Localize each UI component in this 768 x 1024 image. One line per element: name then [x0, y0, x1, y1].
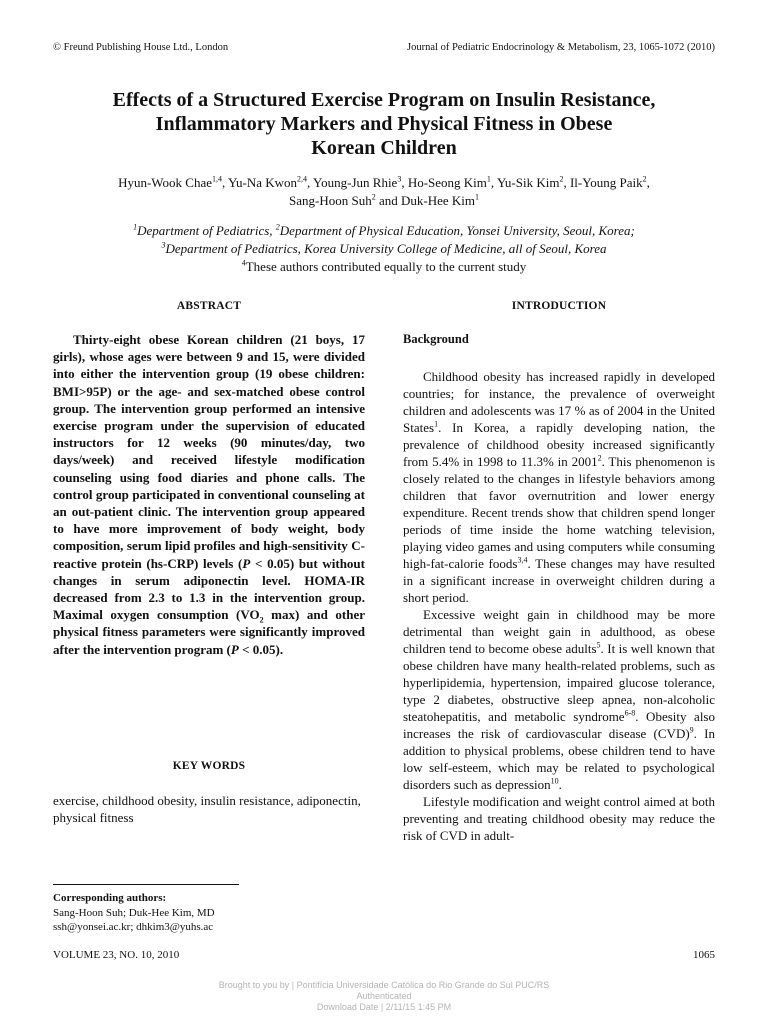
- author-name: Hyun-Wook Chae: [118, 175, 213, 190]
- affil-sup: 4: [241, 258, 246, 268]
- title-line: Inflammatory Markers and Physical Fitness in Obese: [155, 113, 613, 135]
- article-title: [40, 88, 728, 160]
- author-affil-sup: 1: [486, 174, 491, 184]
- citation-ref: 2: [597, 453, 602, 463]
- footnote-rule: [53, 884, 239, 885]
- keywords-text: exercise, childhood obesity, insulin resistance, adiponectin, physical fitness: [53, 793, 361, 825]
- affiliation-2: Department of Physical Education, Yonsei University, Seoul, Korea;: [279, 223, 635, 238]
- correspondence-names: Sang-Hoon Suh; Duk-Hee Kim, MD: [53, 906, 215, 919]
- equal-contribution-note: These authors contributed equally to the current study: [245, 259, 527, 274]
- title-line: Effects of a Structured Exercise Program on Insulin Resistance,: [112, 89, 656, 111]
- text-run: Childhood obesity has increased rapidly in developed countries; for instance, the prevalence of overweight children and adolescents was 17 % as of 2004 in the United States: [403, 369, 715, 435]
- author-name: Sang-Hoon Suh: [289, 193, 372, 208]
- citation-ref: 3,4: [517, 555, 528, 565]
- author-affil-sup: 2: [371, 192, 376, 202]
- text-run: Excessive weight gain in childhood may be more detrimental than weight gain in adulthood, as obese children tend to become obese adults: [403, 607, 715, 656]
- text-run: . In addition to physical problems, obese children tend to have low self-esteem, which may be related to psychological disorders such as depression: [403, 726, 715, 792]
- author-affil-sup: 2,4: [297, 174, 308, 184]
- introduction-column: [403, 298, 715, 844]
- citation-ref: 10: [550, 776, 559, 786]
- author-affil-sup: 1: [475, 192, 479, 202]
- citation-ref: 1: [434, 419, 439, 429]
- affiliations: [40, 222, 728, 276]
- author-affil-sup: 2: [642, 174, 647, 184]
- intro-paragraph: Lifestyle modification and weight control aimed at both preventing and treating childhood obesity may reduce the risk of CVD in adult-: [403, 794, 715, 843]
- author-name: Duk-Hee Kim: [400, 193, 475, 208]
- text-run: . Obesity also increases the risk of cardiovascular disease (CVD): [403, 709, 715, 741]
- abstract-part: Thirty-eight obese Korean children (21 boys, 17 girls), whose ages were between 9 and 15, were divided into either the intervention group (19 obese children: BMI>95P) or the age- and sex-matched obese control group. The intervention group performed an intensive exercise program under the supervision of educated instructors for 12 weeks (90 minutes/day, two days/week) and received lifestyle modification counseling using food diaries and phone calls. The control group participated in conventional counseling at an out-patient clinic. The intervention group appeared to have more improvement of body weight, body composition, serum lipid profiles and high-sensitivity C-reactive protein (hs-CRP) levels (: [53, 332, 365, 571]
- keywords-heading: KEY WORDS: [172, 760, 246, 772]
- journal-citation: Journal of Pediatric Endocrinology & Metabolism, 23, 1065-1072 (2010): [407, 42, 715, 53]
- text-run: . In Korea, a rapidly developing nation, the prevalence of childhood obesity increased significantly from 5.4% in 1998 to 11.3% in 2001: [403, 420, 715, 469]
- affiliation-3: Department of Pediatrics, Korea University College of Medicine, all of Seoul, Korea: [165, 241, 607, 256]
- citation-ref: 6-8: [624, 708, 636, 718]
- p-symbol: P: [230, 641, 239, 657]
- watermark-line: Brought to you by | Pontifícia Universidade Católica do Rio Grande do Sul PUC/RS: [218, 980, 550, 990]
- author-affil-sup: 1,4: [212, 174, 223, 184]
- watermark-line: Authenticated: [356, 991, 412, 1001]
- abstract-part: < 0.05).: [238, 641, 284, 657]
- watermark-line: Download Date | 2/11/15 1:45 PM: [316, 1002, 452, 1012]
- page-number: 1065: [693, 949, 715, 961]
- abstract-heading: ABSTRACT: [176, 300, 242, 312]
- author-affil-sup: 2: [559, 174, 564, 184]
- text-run: .: [558, 777, 562, 792]
- p-symbol: P: [242, 555, 251, 571]
- author-list: Hyun-Wook Chae$^{1,4}$, Yu-Na Kwon$^{2,4}$, Young-Jun Rhie$^3$, Ho-Seong Kim$^1$, Yu-Sik Kim$^2$, Il-Young Paik$^2$, Sang-Hoon Suh$^2$ and Duk-Hee Kim$^1$: [118, 174, 650, 208]
- intro-paragraph: [403, 606, 715, 793]
- author-name: Yu-Sik Kim: [496, 175, 560, 190]
- abstract-part: < 0.05) but without changes in serum adiponectin level. HOMA-IR decreased from 2.3 to 1.3 in the intervention group. Maximal oxygen consumption (VO: [53, 555, 365, 623]
- citation-ref: 5: [596, 640, 601, 650]
- volume-footer: VOLUME 23, NO. 10, 2010: [53, 949, 180, 961]
- text-run: . These changes may have resulted in a significant increase in overweight children during a short period.: [403, 556, 716, 605]
- author-name: Yu-Na Kwon: [228, 175, 298, 190]
- correspondence-label: Corresponding authors:: [53, 892, 167, 904]
- correspondence-emails: ssh@yonsei.ac.kr; dhkim3@yuhs.ac: [53, 921, 214, 933]
- author-name: Ho-Seong Kim: [407, 175, 487, 190]
- title-line: Korean Children: [311, 137, 457, 159]
- keywords-block: [53, 758, 365, 826]
- citation-ref: 9: [689, 725, 694, 735]
- abstract-text: [53, 331, 365, 658]
- affil-sup: 3: [161, 240, 166, 250]
- text-run: . This phenomenon is closely related to the changes in lifestyle behaviors among children that favor overnutrition and lower energy expenditure. Recent trends show that children spend longer periods of time inside the home watching television, playing video games and using computers while consuming high-fat-calorie foods: [403, 454, 716, 571]
- abstract-part: max) and other physical fitness parameters were significantly improved after the intervention program (: [53, 607, 365, 657]
- introduction-heading: INTRODUCTION: [511, 300, 607, 312]
- affil-sup: 1: [133, 222, 138, 232]
- text-run: . It is well known that obese children have many health-related problems, such as hyperlipidemia, hypertension, impaired glucose tolerance, type 2 diabetes, obstructive sleep apnea, non-alcoholic steatohepatitis, and metabolic syndrome: [403, 641, 715, 724]
- intro-paragraph: [403, 368, 715, 606]
- author-name: Il-Young Paik: [569, 175, 643, 190]
- affiliation-1: Department of Pediatrics,: [137, 223, 276, 238]
- author-affil-sup: 3: [397, 174, 402, 184]
- abstract-column: [53, 298, 365, 658]
- subscript: 2: [259, 615, 264, 625]
- download-watermark: [0, 980, 768, 1013]
- affil-sup: 2: [275, 222, 280, 232]
- background-subheading: Background: [403, 332, 469, 346]
- publisher-line: © Freund Publishing House Ltd., London: [53, 42, 229, 53]
- correspondence-block: [53, 891, 215, 935]
- author-name: Young-Jun Rhie: [313, 175, 398, 190]
